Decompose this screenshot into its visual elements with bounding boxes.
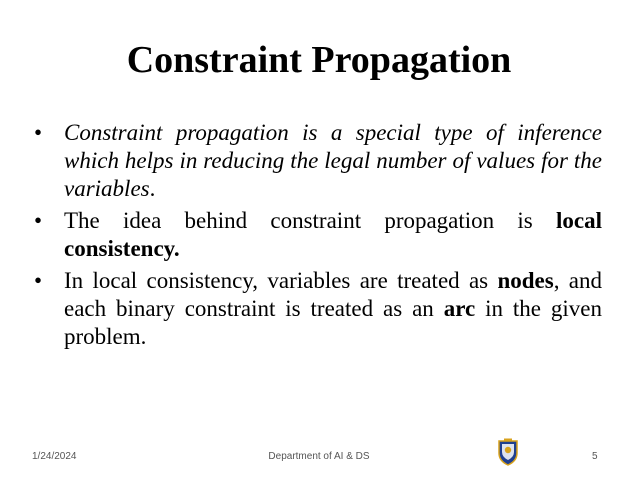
bullet-item-3 — [34, 267, 602, 351]
slide-title: Constraint Propagation — [126, 39, 512, 81]
bullet-item-2 — [34, 207, 602, 263]
bullet-text-end: . — [149, 176, 156, 201]
footer-page-number: 5 — [592, 451, 598, 462]
bullet-marker: • — [34, 208, 43, 233]
bullet-list — [34, 119, 602, 355]
bullet-text: in the given problem. — [64, 296, 602, 349]
footer-department: Department of AI & DS — [268, 451, 370, 462]
bullet-item-1 — [34, 119, 602, 203]
bullet-text: , and each binary constraint is treated as an — [64, 268, 602, 321]
bullet-text: Constraint propagation is a special type of inference which helps in reducing the legal number of values for the variables — [64, 120, 602, 201]
bullet-keyword-nodes: nodes — [497, 268, 554, 293]
bullet-marker: • — [34, 120, 43, 145]
college-crest-icon — [497, 438, 519, 466]
bullet-keyword-arc: arc — [443, 296, 476, 321]
bullet-text: The idea behind constraint propagation is — [64, 208, 556, 233]
bullet-text: In local consistency, variables are treated as — [64, 268, 498, 293]
bullet-keyword-local-consistency: local consistency. — [64, 208, 602, 261]
bullet-marker: • — [34, 268, 43, 293]
footer-date: 1/24/2024 — [32, 451, 77, 462]
